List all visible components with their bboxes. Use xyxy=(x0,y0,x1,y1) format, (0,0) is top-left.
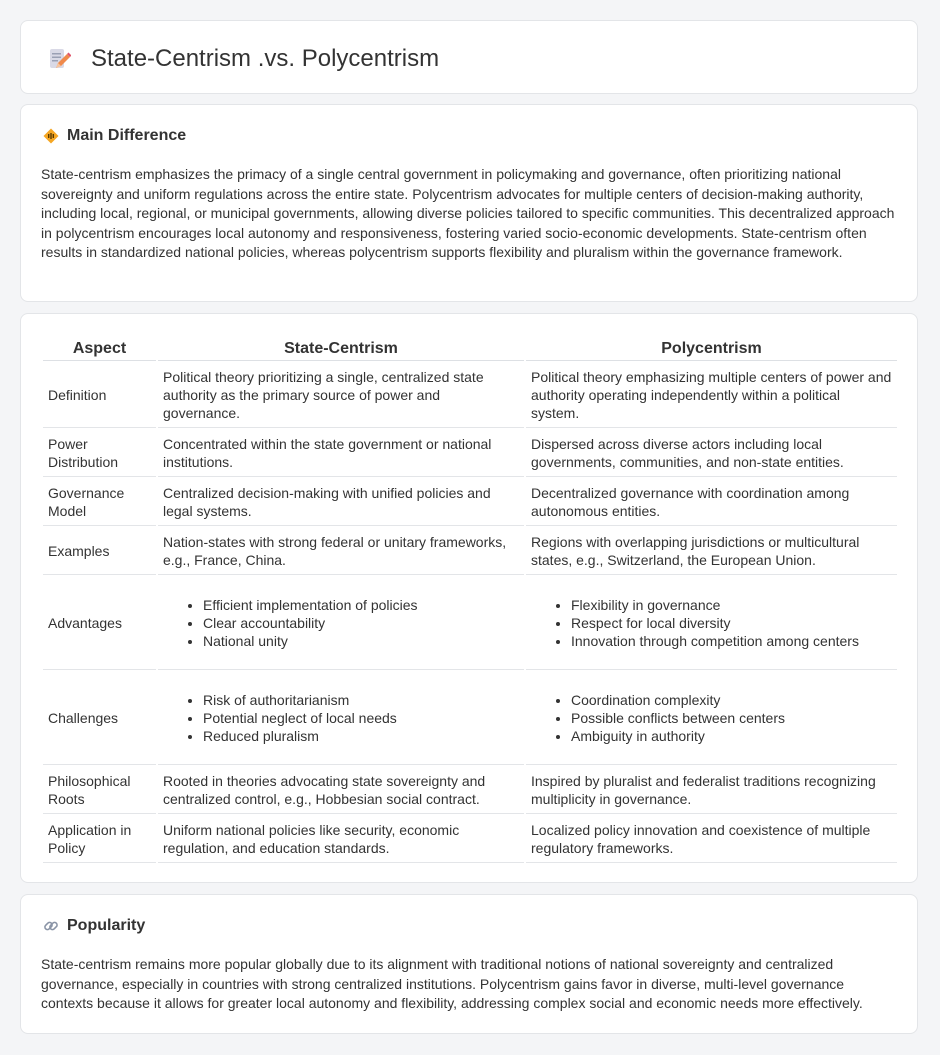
header-aspect: Aspect xyxy=(43,338,156,361)
table-row xyxy=(43,767,897,814)
list-item: • Efficient implementation of policies xyxy=(203,596,519,614)
table-row xyxy=(43,577,897,670)
state-list xyxy=(163,596,519,650)
list-item: • Possible conflicts between centers xyxy=(571,709,892,727)
table-row xyxy=(43,672,897,765)
list-item: • Reduced pluralism xyxy=(203,727,519,745)
state-cell: Rooted in theories advocating state sovereignty and centralized control, e.g., Hobbesian social contract. xyxy=(158,767,524,814)
aspect-cell: Governance Model xyxy=(43,479,156,526)
popularity-card xyxy=(20,894,918,1034)
aspect-cell: Application in Policy xyxy=(43,816,156,863)
list-item: • Coordination complexity xyxy=(571,691,892,709)
aspect-cell: Challenges xyxy=(43,672,156,765)
poly-cell: Dispersed across diverse actors including local governments, communities, and non-state entities. xyxy=(526,430,897,477)
page-title: State-Centrism .vs. Polycentrism xyxy=(91,45,440,72)
title-row xyxy=(47,45,439,73)
table-row xyxy=(43,479,897,526)
poly-cell: Inspired by pluralist and federalist traditions recognizing multiplicity in governance. xyxy=(526,767,897,814)
list-item: • National unity xyxy=(203,632,519,650)
aspect-cell: Advantages xyxy=(43,577,156,670)
popularity-text: State-centrism remains more popular globally due to its alignment with traditional notions of national sovereignty and centralized governance, especially in countries with strong centralized institutions. Polycentrism gains favor in diverse, multi-level governance contexts because it allows for greater local autonomy and flexibility, addressing complex social and economic needs more effectively. xyxy=(41,956,863,1011)
poly-cell xyxy=(526,672,897,765)
title-card xyxy=(20,20,918,94)
table-row xyxy=(43,816,897,863)
table-row xyxy=(43,528,897,575)
list-item: • Respect for local diversity xyxy=(571,614,892,632)
list-item: • Flexibility in governance xyxy=(571,596,892,614)
list-item: • Risk of authoritarianism xyxy=(203,691,519,709)
list-item: • Clear accountability xyxy=(203,614,519,632)
diamond-sign-icon xyxy=(43,128,59,144)
list-item: • Potential neglect of local needs xyxy=(203,709,519,727)
list-item: • Innovation through competition among centers xyxy=(571,632,892,650)
state-cell: Nation-states with strong federal or unitary frameworks, e.g., France, China. xyxy=(158,528,524,575)
poly-cell: Decentralized governance with coordination among autonomous entities. xyxy=(526,479,897,526)
aspect-cell: Philosophical Roots xyxy=(43,767,156,814)
aspect-cell: Power Distribution xyxy=(43,430,156,477)
aspect-cell: Examples xyxy=(43,528,156,575)
poly-cell: Regions with overlapping jurisdictions or multicultural states, e.g., Switzerland, the European Union. xyxy=(526,528,897,575)
table-header-row xyxy=(43,338,897,361)
state-list xyxy=(163,691,519,745)
aspect-cell: Definition xyxy=(43,363,156,428)
state-cell: Centralized decision-making with unified policies and legal systems. xyxy=(158,479,524,526)
state-cell: Concentrated within the state government or national institutions. xyxy=(158,430,524,477)
table-row xyxy=(43,363,897,428)
state-cell xyxy=(158,672,524,765)
document-pencil-icon xyxy=(47,47,71,71)
main-difference-card xyxy=(20,104,918,302)
popularity-title: Popularity xyxy=(67,917,146,934)
list-item: • Ambiguity in authority xyxy=(571,727,892,745)
popularity-header xyxy=(43,917,145,935)
table-row xyxy=(43,430,897,477)
poly-list xyxy=(531,691,892,745)
main-difference-header xyxy=(43,127,186,145)
main-difference-title: Main Difference xyxy=(67,127,187,144)
comparison-table xyxy=(41,336,899,865)
comparison-table-card xyxy=(20,313,918,883)
poly-cell xyxy=(526,577,897,670)
poly-cell: Political theory emphasizing multiple centers of power and authority operating independently within a political system. xyxy=(526,363,897,428)
main-difference-text: State-centrism emphasizes the primacy of a single central government in policymaking and governance, often prioritizing national sovereignty and uniform regulations across the entire state. Polycentrism advocates for multiple centers of decision-making authority, including local, regional, or municipal governments, allowing diverse policies tailored to specific communities. This decentralized approach in polycentrism encourages local autonomy and responsiveness, fostering varied socio-economic developments. State-centrism often results in standardized national policies, whereas polycentrism supports flexibility and pluralism within the governance framework. xyxy=(41,166,895,260)
state-cell xyxy=(158,577,524,670)
header-polycentrism: Polycentrism xyxy=(526,338,897,361)
state-cell: Political theory prioritizing a single, centralized state authority as the primary source of power and governance. xyxy=(158,363,524,428)
poly-cell: Localized policy innovation and coexistence of multiple regulatory frameworks. xyxy=(526,816,897,863)
poly-list xyxy=(531,596,892,650)
link-icon xyxy=(43,918,59,934)
header-state-centrism: State-Centrism xyxy=(158,338,524,361)
state-cell: Uniform national policies like security, economic regulation, and education standards. xyxy=(158,816,524,863)
